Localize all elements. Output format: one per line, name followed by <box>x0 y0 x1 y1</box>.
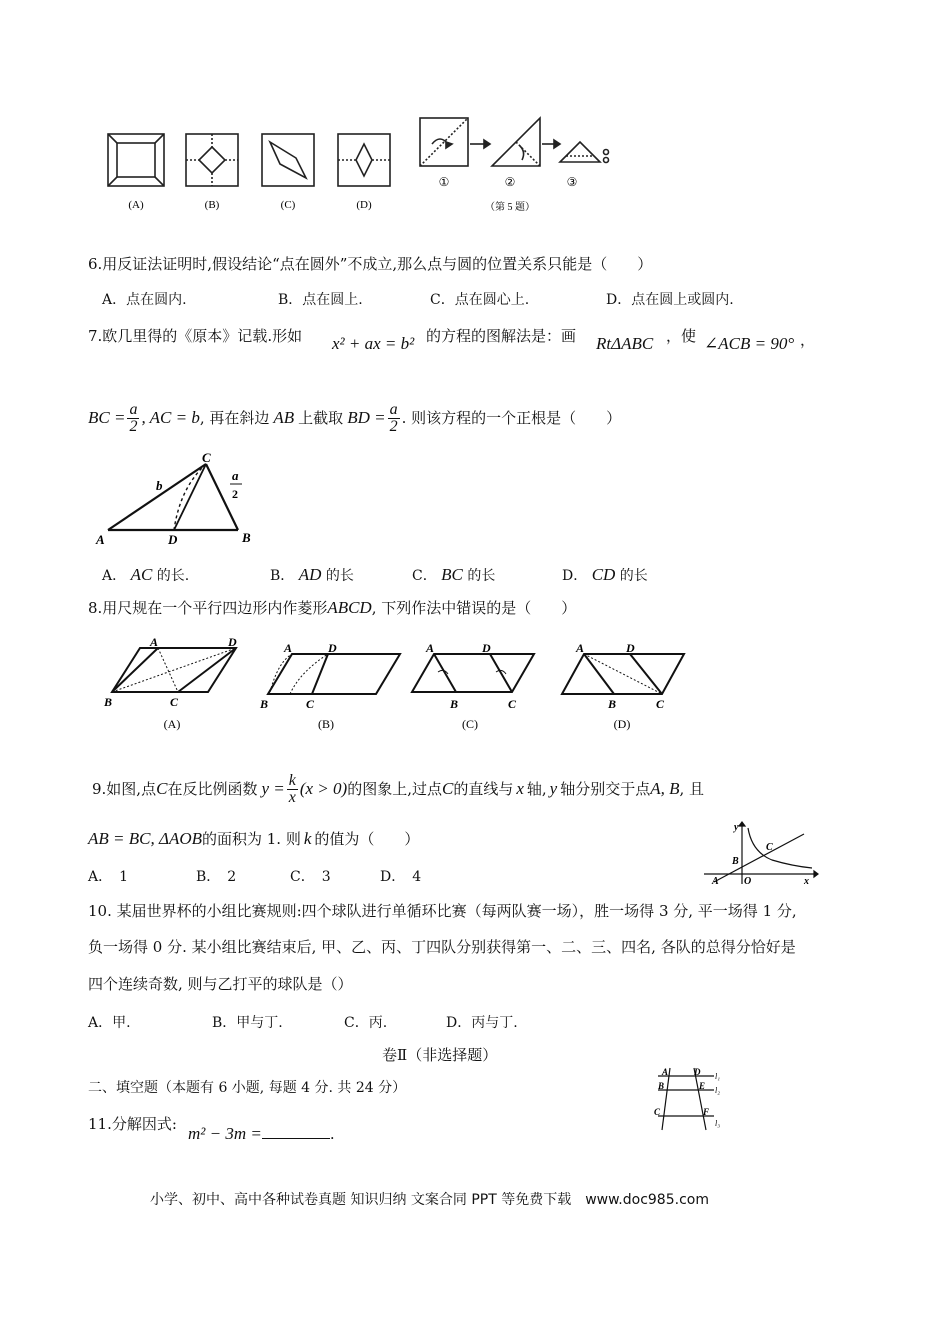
pl-F: F <box>703 1107 710 1117</box>
q9-label-a: A <box>712 876 719 887</box>
q7-line2 <box>88 400 621 436</box>
q11-expression: m² − 3m = . <box>188 1124 335 1143</box>
q9-option-d: D． 4 <box>380 869 422 885</box>
q7-option-c: C． BC 的长 <box>412 565 496 584</box>
q6-option-a: A．点在圆内. <box>102 292 187 308</box>
q8b-A: A <box>284 641 293 655</box>
q8-stem: 8.用尺规在一个平行四边形内作菱形ABCD, 下列作法中错误的是（ ） <box>88 598 577 617</box>
q6-option-d: D．点在圆上或圆内. <box>606 292 734 308</box>
q8-label-c: (C) <box>462 717 478 731</box>
q7-label-A: A <box>96 532 105 547</box>
q9-line2: AB = BC, ΔAOB的面积为 1. 则 k 的值为（ ） <box>88 829 420 848</box>
pl-l3: l₃ <box>715 1119 721 1128</box>
q7-ac: , AC = b <box>141 408 200 427</box>
q8b-B: B <box>260 697 269 711</box>
q10-option-c: C．丙. <box>344 1015 388 1031</box>
section-title: 卷Ⅱ（非选择题） <box>382 1046 498 1064</box>
step3-triangle <box>560 142 600 162</box>
q9-label-o: O <box>744 876 752 887</box>
page-footer: 小学、初中、高中各种试卷真题 知识归纳 文案合同 PPT 等免费下载 www.doc985.com <box>150 1192 709 1208</box>
q7-end: . 则该方程的一个正根是（ ） <box>401 409 622 427</box>
q10-line3: 四个连续奇数, 则与乙打平的球队是（） <box>88 975 353 993</box>
q7-label-b: b <box>156 478 163 493</box>
q10-option-b: B．甲与丁. <box>212 1015 283 1031</box>
pl-C: C <box>654 1107 661 1117</box>
pl-l2: l₂ <box>715 1086 721 1095</box>
figure-q5 <box>100 112 620 216</box>
q7-bc: BC = <box>88 408 126 427</box>
q9-option-c: C． 3 <box>290 869 331 885</box>
q7-label-a: a <box>232 468 239 483</box>
q7-option-a: A． AC 的长. <box>102 565 190 584</box>
q8a-C: C <box>170 695 179 709</box>
q7-ab: AB <box>273 408 295 427</box>
q8c-D: D <box>482 641 491 655</box>
q8-label-b: (B) <box>318 717 334 731</box>
fig5-caption: （第 5 题） <box>485 202 535 213</box>
q8d-A: A <box>576 641 585 655</box>
q7-tail: ， <box>800 331 816 349</box>
q10-line1: 10. 某届世界杯的小组比赛规则:四个球队进行单循环比赛（每两队赛一场），胜一场得 3 分, 平一场得 1 分, <box>88 902 797 920</box>
q8a-A: A <box>150 635 159 649</box>
q9-label-y: y <box>734 822 739 833</box>
q7-mid: 的方程的图解法是：画 <box>426 327 577 345</box>
step-3: ③ <box>566 175 578 189</box>
section-part: 二、填空题（本题有 6 小题, 每题 4 分. 共 24 分） <box>88 1080 407 1096</box>
q7-mid2: , 再在斜边 <box>199 409 270 427</box>
q11-answer-blank[interactable] <box>262 1124 330 1139</box>
q9-stem: 9.如图,点 C 在反比例函数 y = $\frac{k}{x}$ (x > 0) 的图象上,过点 C 的直线与 x 轴, y 轴分别交于点 A, B , 且 <box>92 771 705 806</box>
q9-label-x: x <box>804 876 809 887</box>
q8c-A: A <box>426 641 435 655</box>
q8d-B: B <box>608 697 617 711</box>
q7-frac-1: $\frac{a}{2}$ <box>129 400 138 435</box>
q8d-D: D <box>626 641 635 655</box>
q6-option-b: B．点在圆上. <box>278 292 363 308</box>
step-2: ② <box>504 175 516 189</box>
q8b-C: C <box>306 697 315 711</box>
q7-label-2: 2 <box>232 487 238 501</box>
q7-triangle: RtΔABC <box>596 334 654 353</box>
q7-lead: 7.欧几里得的《原本》记载.形如 <box>88 327 303 345</box>
q10-option-d: D．丙与丁. <box>446 1015 518 1031</box>
pl-A: A <box>662 1067 669 1077</box>
q9-label-c: C <box>766 842 773 853</box>
pl-l1: l₁ <box>715 1072 721 1081</box>
q7-mid3: 上截取 <box>298 409 344 427</box>
figure-q9 <box>700 818 820 888</box>
pl-D: D <box>694 1067 701 1077</box>
q7-angle: ∠ACB = 90° <box>704 334 795 353</box>
q9-label-b: B <box>732 856 739 867</box>
option-d-square <box>338 134 390 186</box>
q6-stem: 6.用反证法证明时,假设结论“点在圆外”不成立,那么点与圆的位置关系只能是（ ） <box>88 255 653 273</box>
q7-label-B: B <box>242 530 251 545</box>
q7-option-b: B． AD 的长 <box>270 565 354 584</box>
q8a-B: B <box>104 695 113 709</box>
q7-comma: ，使 <box>666 327 697 345</box>
figure-q7 <box>88 450 268 550</box>
q10-line2: 负一场得 0 分. 某小组比赛结束后, 甲、乙、丙、丁四队分别获得第一、二、三、四名, 各队的总得分恰好是 <box>88 938 796 956</box>
q7-label-D: D <box>168 532 178 547</box>
q7-bd: BD = <box>347 408 386 427</box>
q9-option-a: A． 1 <box>88 869 129 885</box>
step-1: ① <box>438 175 450 189</box>
q8-label-a: (A) <box>163 717 181 731</box>
fold-cut-diagram <box>100 112 620 216</box>
label-b: (B) <box>204 199 220 211</box>
q8-label-d: (D) <box>613 717 631 731</box>
q10-option-a: A．甲. <box>88 1015 131 1031</box>
q8d-C: C <box>656 697 665 711</box>
q8c-B: B <box>450 697 459 711</box>
figure-parallel-lines <box>648 1066 728 1134</box>
q7-label-c: C <box>202 450 211 465</box>
label-c: (C) <box>280 199 296 211</box>
label-d: (D) <box>356 199 372 211</box>
q6-option-c: C．点在圆心上. <box>430 292 530 308</box>
q9-option-b: B． 2 <box>196 869 237 885</box>
q7-option-d: D． CD 的长 <box>562 565 648 584</box>
pl-B: B <box>658 1081 665 1091</box>
q11-lead: 11.分解因式: <box>88 1115 177 1133</box>
q8b-D: D <box>328 641 337 655</box>
q8c-C: C <box>508 697 517 711</box>
q8a-D: D <box>228 635 237 649</box>
label-a: (A) <box>128 199 144 211</box>
pl-E: E <box>699 1081 706 1091</box>
figure-q8 <box>100 632 700 736</box>
q7-frac-2: $\frac{a}{2}$ <box>389 400 398 435</box>
q7-equation: x² + ax = b² <box>332 334 415 353</box>
